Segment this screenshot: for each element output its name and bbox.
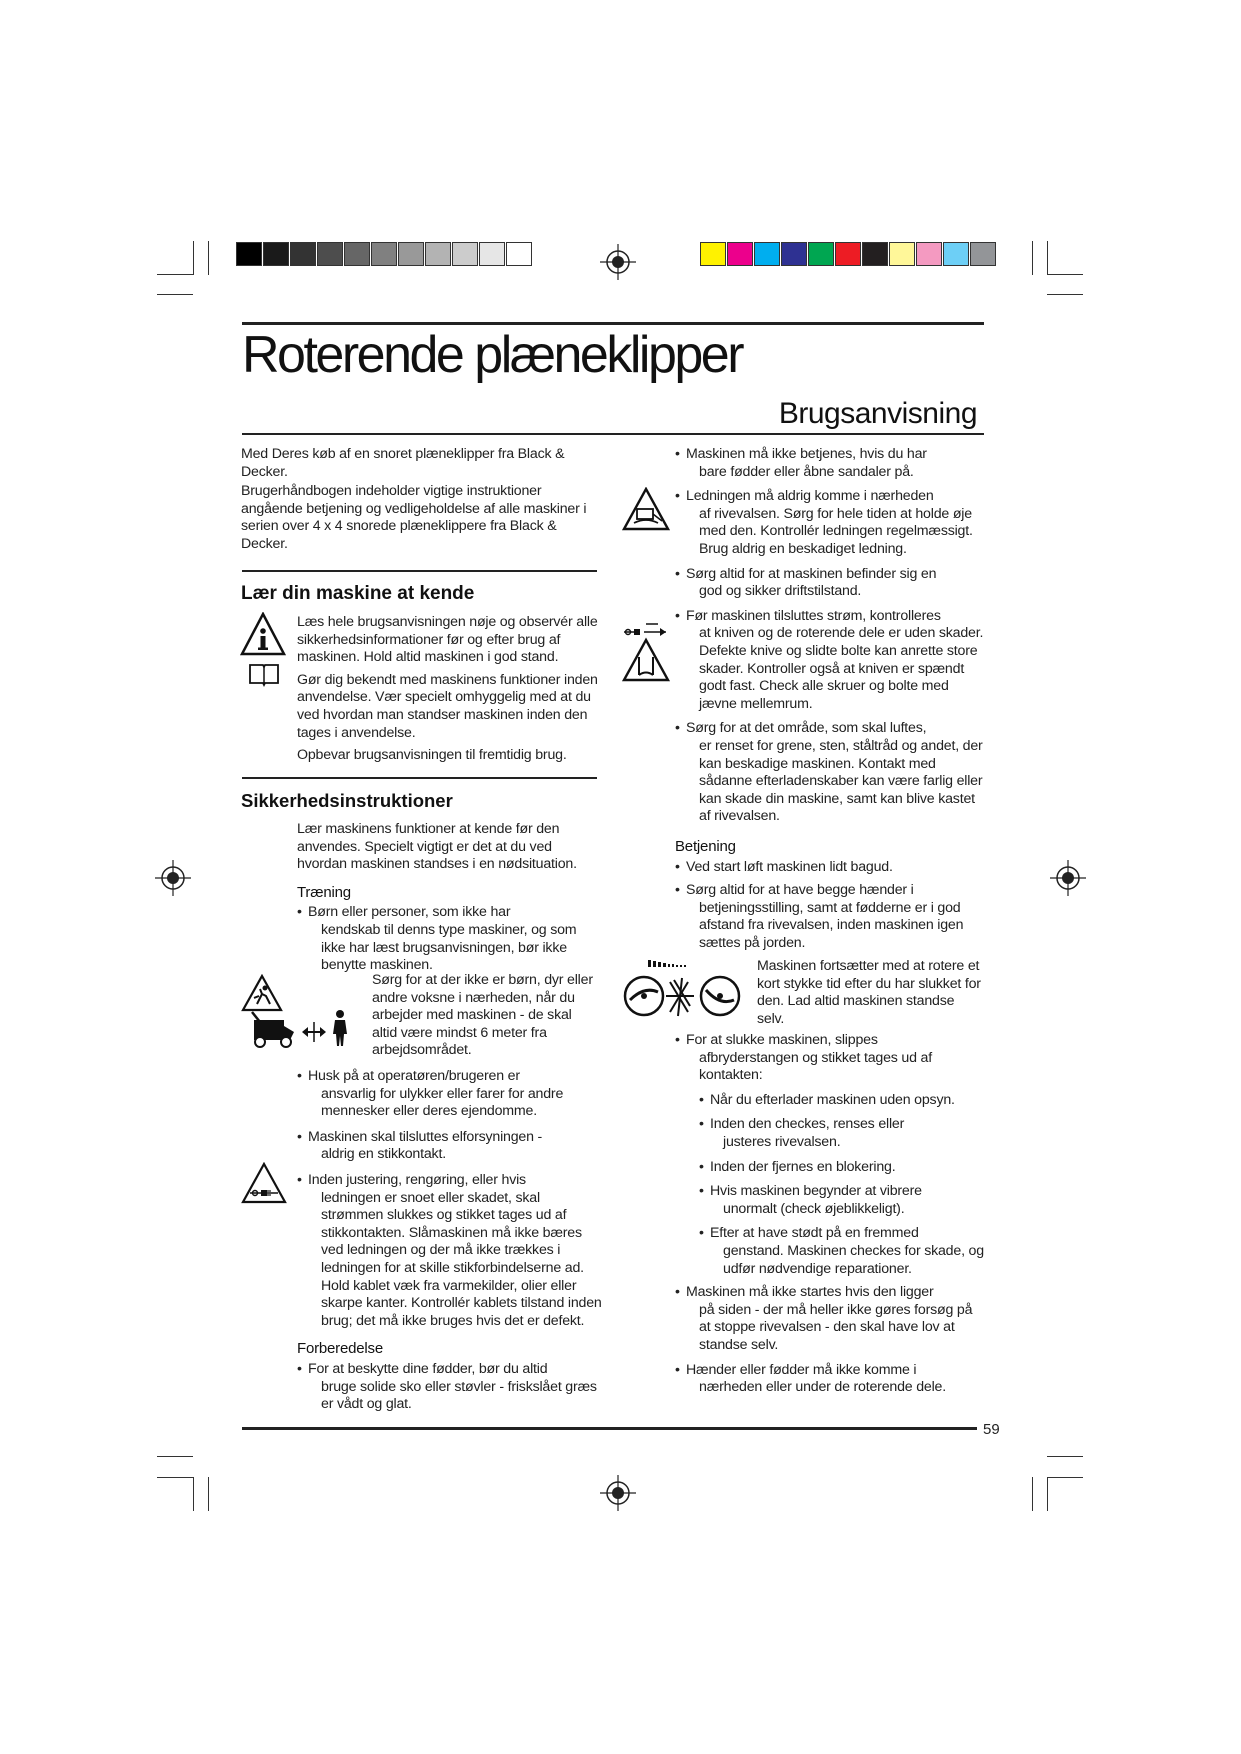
page-number: 59: [983, 1421, 1000, 1438]
right-bullets-bottom: [675, 1032, 985, 1403]
list-item: • Børn eller personer, som ikke har kendskab til denns type maskiner, og som ikke har læst brugsanvisningen, bør ikke benytte maskinen.: [297, 904, 600, 974]
section-rule: [242, 570, 597, 572]
footer-rule: [242, 1427, 977, 1430]
section-rule: [242, 777, 597, 779]
blade-rotation-icon: [620, 956, 748, 1020]
crop-mark: [208, 241, 209, 275]
cable-blade-warning-icon: [622, 487, 670, 531]
calibration-swatch: [506, 242, 532, 266]
subsection-heading: Forberedelse: [297, 1340, 383, 1358]
paragraph: Gør dig bekendt med maskinens funktioner inden anvendelse. Vær specielt omhyggelig med at du ved hvordan man standser maskinen inden den tages i anvendelse.: [297, 671, 598, 741]
subsection-heading: Betjening: [675, 838, 736, 855]
distance-text: [372, 972, 600, 1065]
list-item: • Inden der fjernes en blokering.: [699, 1159, 985, 1177]
calibration-swatch: [889, 242, 915, 266]
calibration-swatch: [808, 242, 834, 266]
crop-mark: [1032, 241, 1033, 275]
section-safety-heading: [241, 790, 453, 812]
list-item: • Ledningen må aldrig komme i nærheden af rivevalsen. Sørg for hele tiden at holde øje med den. Kontrollér ledningen regelmæssigt. Brug aldrig en beskadiget ledning.: [675, 488, 985, 558]
list-item: • Maskinen må ikke startes hvis den ligger på siden - der må heller ikke gøres forsøg på at stoppe rivevalsen - den skal have lov at standse selv.: [675, 1284, 985, 1354]
paragraph: Maskinen fortsætter med at rotere et kort stykke tid efter du har slukket for den. Lad altid maskinen standse selv.: [757, 958, 981, 1027]
list-item: • Inden den checkes, renses eller justeres rivevalsen.: [699, 1116, 985, 1151]
crop-mark: [1032, 1477, 1033, 1511]
calibration-swatch: [371, 242, 397, 266]
calibration-swatch: [344, 242, 370, 266]
open-book-icon: [248, 662, 280, 688]
crop-mark: [1047, 294, 1083, 295]
list-item: • Når du efterlader maskinen uden opsyn.: [699, 1092, 985, 1110]
list-item: • Efter at have stødt på en fremmed genstand. Maskinen checkes for skade, og udfør nødvendige reparationer.: [699, 1225, 985, 1278]
header-rule: [242, 433, 984, 435]
crop-mark: [208, 1477, 209, 1511]
calibration-swatch: [479, 242, 505, 266]
subsection-heading: Træning: [297, 883, 351, 901]
warning-info-icon: [240, 612, 286, 656]
list-item: • Før maskinen tilsluttes strøm, kontrolleres at kniven og de roterende dele er uden skader. Defekte knive og slidte bolte kan anrette store skader. Kontroller også at kniven er spændt godt fast. Check alle skruer og bolte med jævne mellemrum.: [675, 608, 985, 714]
calibration-swatch: [754, 242, 780, 266]
list-item: • For at slukke maskinen, slippes afbryderstangen og stikket tages ud af kontakten:: [675, 1032, 985, 1085]
calibration-swatch: [916, 242, 942, 266]
page-title: Roterende plæneklipper: [242, 326, 743, 384]
unplug-warning-icon: [241, 1162, 287, 1204]
calibration-swatch: [970, 242, 996, 266]
section-heading: Lær din maskine at kende: [241, 583, 475, 604]
operation-block: [675, 838, 985, 959]
intro-paragraph: Brugerhåndbogen indeholder vigtige instruktioner angående betjening og vedligeholdelse af alle maskiner i serien over 4 x 4 snorede plæneklippere fra Black & Decker.: [241, 483, 587, 552]
rotation-text: [757, 958, 985, 1033]
calibration-swatch: [700, 242, 726, 266]
calibration-swatch: [835, 242, 861, 266]
crop-mark: [193, 1477, 194, 1511]
list-item: • Sørg altid for at maskinen befinder sig en god og sikker driftstilstand.: [675, 566, 985, 601]
registration-mark-icon: [600, 1475, 636, 1511]
right-bullets-top: [675, 446, 985, 832]
crop-mark: [157, 274, 193, 275]
section-heading: Sikkerhedsinstruktioner: [241, 790, 453, 811]
list-item: • Sørg for at det område, som skal luftes, er renset for grene, sten, ståltråd og andet, der kan beskadige maskinen. Kontakt med sådanne efterladenskaber kan være farlig eller kan skade din maskine, samt kan blive kastet af rivevalsen.: [675, 720, 985, 826]
list-item: • Maskinen skal tilsluttes elforsyningen - aldrig en stikkontakt.: [297, 1129, 602, 1164]
registration-mark-icon: [1050, 860, 1086, 896]
calibration-swatch: [236, 242, 262, 266]
list-item: • Inden justering, rengøring, eller hvis ledningen er snoet eller skadet, skal strømmen slukkes og stikket tages ud af stikkontakten. Slåmaskinen må ikke bæres ved ledningen og der må ikke trækkes i ledningen for at skille stikforbindelserne ad. Hold kablet væk fra varmekilder, olier eller skarpe kanter. Kontrollér kablets tilstand inden brug; det må ikke bruges hvis det er defekt.: [297, 1172, 602, 1330]
list-item: • Sørg altid for at have begge hænder i betjeningsstilling, samt at fødderne er i god afstand fra rivevalsen, inden maskinen igen sættes på jorden.: [675, 882, 985, 952]
paragraph: Opbevar brugsanvisningen til fremtidig brug.: [297, 747, 567, 764]
calibration-swatch: [317, 242, 343, 266]
calibration-swatch: [398, 242, 424, 266]
crop-mark: [157, 294, 193, 295]
crop-mark: [157, 1456, 193, 1457]
section-know-machine-body: [297, 614, 599, 770]
calibration-swatch: [290, 242, 316, 266]
calibration-swatch: [781, 242, 807, 266]
calibration-swatch: [425, 242, 451, 266]
list-item: • Maskinen må ikke betjenes, hvis du har bare fødder eller åbne sandaler på.: [675, 446, 985, 481]
crop-mark: [157, 1477, 193, 1478]
calibration-swatch: [727, 242, 753, 266]
plug-blade-warning-icon: [622, 620, 672, 682]
paragraph: Sørg for at der ikke er børn, dyr eller andre voksne i nærheden, når du arbejder med maskinen - de skal altid være mindst 6 meter fra arbejdsområdet.: [372, 972, 593, 1059]
list-item: • For at beskytte dine fødder, bør du altid bruge solide sko eller støvler - friskslået græs er vådt og glat.: [297, 1361, 602, 1414]
registration-mark-icon: [155, 860, 191, 896]
section-know-machine-heading: [241, 583, 474, 605]
keep-bystanders-away-icon: [241, 974, 283, 1012]
lawnmower-distance-icon: [246, 1008, 358, 1048]
paragraph: Lær maskinens funktioner at kende før den anvendes. Specielt vigtigt er det at du ved hvordan maskinen standses i en nødsituation.: [297, 821, 577, 873]
crop-mark: [193, 241, 194, 275]
page-subtitle: Brugsanvisning: [778, 397, 977, 430]
crop-mark: [1047, 1477, 1083, 1478]
list-item: • Husk på at operatøren/brugeren er ansvarlig for ulykker eller farer for andre mennesker eller deres ejendomme.: [297, 1068, 602, 1121]
safety-bullets: [297, 1068, 602, 1420]
list-item: • Hænder eller fødder må ikke komme i nærheden eller under de roterende dele.: [675, 1362, 985, 1397]
crop-mark: [1047, 274, 1083, 275]
safety-body: [297, 821, 600, 981]
calibration-swatch: [263, 242, 289, 266]
crop-mark: [1047, 1477, 1048, 1511]
calibration-swatch: [862, 242, 888, 266]
list-item: • Ved start løft maskinen lidt bagud.: [675, 859, 985, 877]
crop-mark: [1047, 241, 1048, 275]
calibration-swatch: [452, 242, 478, 266]
crop-mark: [1047, 1456, 1083, 1457]
intro-paragraph: Med Deres køb af en snoret plæneklipper fra Black & Decker.: [241, 446, 565, 480]
paragraph: Læs hele brugsanvisningen nøje og observér alle sikkerhedsinformationer før og efter brug af maskinen. Hold altid maskinen i god stand.: [297, 614, 598, 666]
calibration-swatch: [943, 242, 969, 266]
intro-block: [241, 446, 601, 559]
list-item: • Hvis maskinen begynder at vibrere unormalt (check øjeblikkeligt).: [699, 1183, 985, 1218]
registration-mark-icon: [600, 244, 636, 280]
